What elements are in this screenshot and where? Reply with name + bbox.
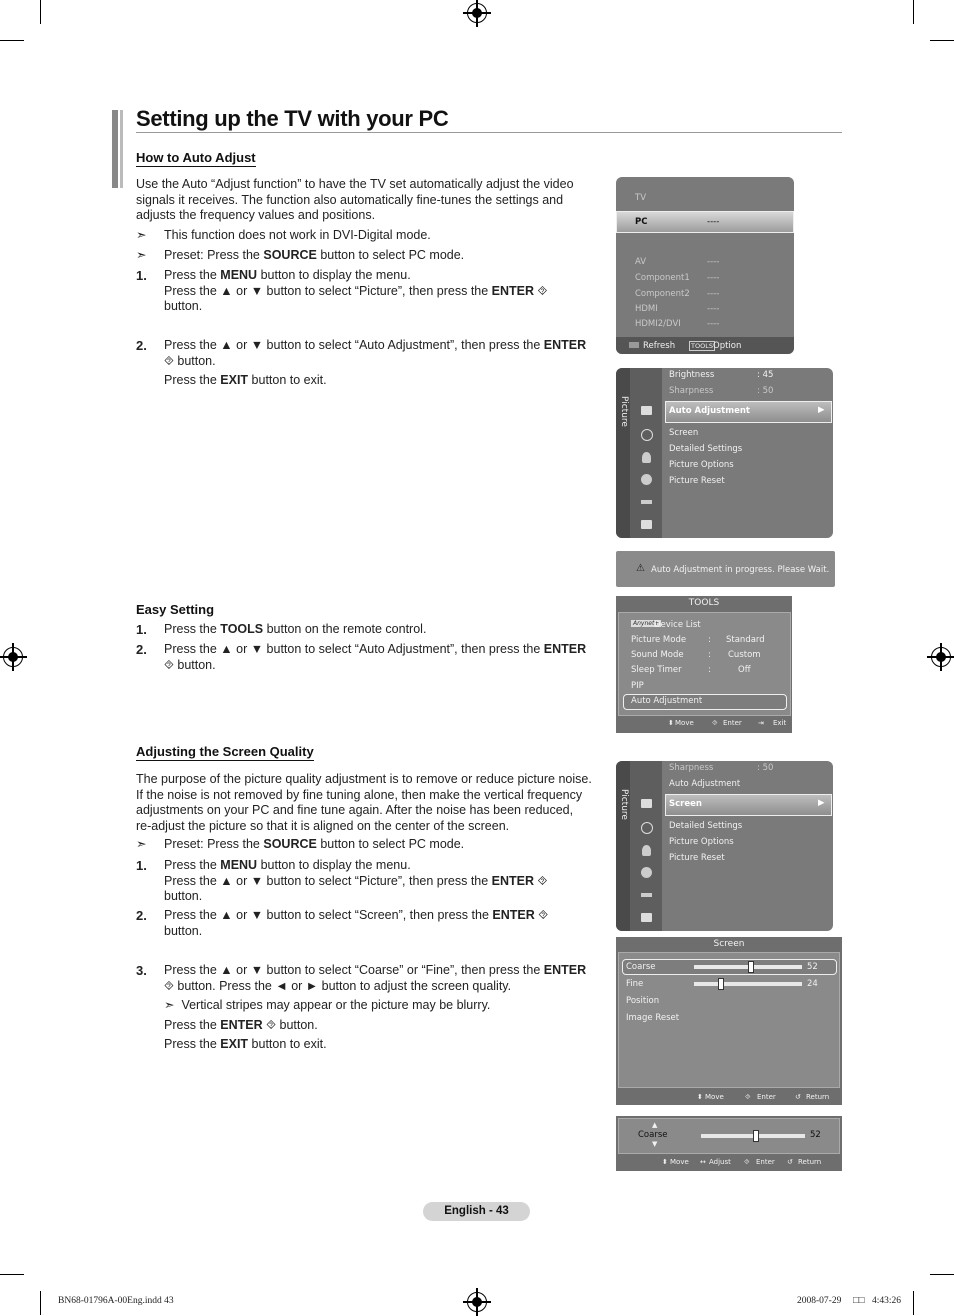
menu-row-value: : 50 <box>757 763 774 773</box>
crop-mark <box>0 1274 24 1275</box>
note-arrow-icon: ➣ <box>136 837 147 851</box>
step-text: Press the MENU button to display the menu. Press the ▲ or ▼ button to select “Picture”, then press the ENTER ⯑ button. <box>164 268 548 313</box>
step-number: 3. <box>136 963 147 978</box>
return-icon: ↺ <box>795 1093 801 1101</box>
tools-row-sep: : <box>708 650 711 660</box>
intro-line: If the noise is not removed by fine tuning alone, then make the vertical frequency <box>136 787 583 802</box>
menu-item[interactable]: Picture Options <box>669 460 734 470</box>
screen-item-coarse[interactable]: Coarse <box>626 962 656 972</box>
step-number: 2. <box>136 642 147 657</box>
menu-side-strip <box>616 368 630 538</box>
registration-mark-icon <box>467 1292 487 1312</box>
source-value: ---- <box>707 217 720 227</box>
screen-item-fine[interactable]: Fine <box>626 979 644 989</box>
move-icon: ⬍ <box>697 1093 703 1101</box>
osd-progress-message <box>616 551 835 587</box>
title-accent-bar <box>112 110 118 188</box>
menu-row-label[interactable]: Auto Adjustment <box>669 779 741 789</box>
osd-picture-menu-screen <box>616 761 833 931</box>
menu-side-strip <box>616 761 630 931</box>
intro-line: adjusts the frequency values and positions. <box>136 208 376 222</box>
note-text: Preset: Press the SOURCE button to select PC mode. <box>164 837 465 851</box>
channel-icon <box>642 452 651 463</box>
source-item[interactable]: HDMI2/DVI <box>635 319 681 329</box>
application-icon <box>641 520 652 529</box>
fine-slider-knob[interactable] <box>718 978 724 990</box>
registration-mark-icon <box>931 647 951 667</box>
screen-step-1 <box>136 858 608 908</box>
source-value: ---- <box>707 257 720 267</box>
tools-row-value: Off <box>738 665 751 675</box>
menu-row-label[interactable]: Brightness <box>669 370 715 380</box>
application-icon <box>641 913 652 922</box>
tools-row-value: Custom <box>728 650 761 660</box>
enter-icon: ⯑ <box>712 719 718 727</box>
sound-icon <box>641 822 653 834</box>
footer-return: Return <box>798 1158 822 1166</box>
step-number: 1. <box>136 622 147 637</box>
footer-enter: Enter <box>756 1158 775 1166</box>
tools-item-auto-adjustment[interactable]: Auto Adjustment <box>631 696 703 706</box>
osd-picture-menu <box>616 368 833 538</box>
enter-icon: ⯑ <box>266 1017 277 1032</box>
note-source <box>136 248 608 264</box>
menu-row-label[interactable]: Sharpness <box>669 386 714 396</box>
auto-adjust-intro <box>136 177 608 224</box>
osd-coarse-adjust <box>616 1116 842 1171</box>
enter-icon: ⯑ <box>164 353 174 368</box>
osd-tools-menu <box>616 596 792 733</box>
tools-row-label[interactable]: Sound Mode <box>631 650 684 660</box>
footer-file: BN68-01796A-00Eng.indd 43 <box>58 1296 174 1306</box>
red-button-icon <box>629 342 639 348</box>
channel-icon <box>642 845 651 856</box>
picture-icon <box>641 406 652 415</box>
enter-icon: ⯑ <box>538 908 549 922</box>
intro-line: re-adjust the picture so that it is aligned on the center of the screen. <box>136 818 510 833</box>
tools-row-value: Standard <box>726 635 765 645</box>
auto-adjust-heading: How to Auto Adjust <box>136 150 256 165</box>
footer-return: Return <box>806 1093 830 1101</box>
auto-step-2 <box>136 338 608 393</box>
crop-mark <box>930 40 954 41</box>
tools-button-icon: TOOLS <box>691 342 713 350</box>
footer-date: 2008-07-29 <box>797 1296 842 1306</box>
enter-icon: ⯑ <box>164 978 174 993</box>
screen-title: Screen <box>713 939 745 949</box>
note-arrow-icon: ➣ <box>136 228 147 242</box>
screen-item-image-reset[interactable]: Image Reset <box>626 1013 680 1023</box>
crop-mark <box>40 0 41 24</box>
tools-row-label[interactable]: Picture Mode <box>631 635 687 645</box>
coarse-value: 52 <box>807 962 818 972</box>
intro-line: signals it receives. The function also automatically fine-tunes the settings and <box>136 192 564 207</box>
return-icon: ↺ <box>787 1158 793 1166</box>
input-icon <box>641 500 652 504</box>
progress-text: Auto Adjustment in progress. Please Wait. <box>651 565 830 575</box>
note-arrow-icon: ➣ <box>136 248 147 262</box>
footer-move: Move <box>705 1093 724 1101</box>
menu-item[interactable]: Picture Reset <box>669 853 725 863</box>
submenu-arrow-icon: ▶ <box>818 405 825 415</box>
source-value: ---- <box>707 319 720 329</box>
footer-move: Move <box>670 1158 689 1166</box>
source-item[interactable]: AV <box>635 257 647 267</box>
footer-marks: □□ <box>853 1296 865 1306</box>
screen-item-position[interactable]: Position <box>626 996 660 1006</box>
submenu-arrow-icon: ▶ <box>818 798 825 808</box>
footer-option[interactable]: Option <box>713 341 742 351</box>
exit-icon: ⇥ <box>758 719 764 727</box>
menu-item[interactable]: Picture Options <box>669 837 734 847</box>
footer-move: Move <box>675 719 694 727</box>
crop-mark <box>0 40 24 41</box>
footer-enter: Enter <box>723 719 742 727</box>
enter-icon: ⯑ <box>537 283 548 298</box>
tools-row-label[interactable]: Sleep Timer <box>631 665 682 675</box>
intro-line: adjustments on your PC and fine tune again. After the noise has been reduced, <box>136 803 574 817</box>
picture-icon <box>641 799 652 808</box>
osd-screen-menu <box>616 937 842 1105</box>
easy-setting-heading: Easy Setting <box>136 602 215 617</box>
page-title: Setting up the TV with your PC <box>136 106 449 131</box>
step-number: 2. <box>136 908 147 923</box>
fine-value: 24 <box>807 979 818 989</box>
setup-gear-icon <box>641 867 652 878</box>
screen-step-3 <box>136 963 608 1059</box>
enter-icon: ⯑ <box>537 873 548 888</box>
step-text: Press the ▲ or ▼ button to select “Auto Adjustment”, then press the ENTER ⯑ button. <box>164 642 587 672</box>
sound-icon <box>641 429 653 441</box>
tools-row-sep: : <box>708 635 711 645</box>
note-text: This function does not work in DVI-Digital mode. <box>164 228 431 242</box>
up-arrow-icon: ▲ <box>652 1121 658 1129</box>
menu-row-value: : 45 <box>757 370 774 380</box>
screen-quality-heading: Adjusting the Screen Quality <box>136 744 314 759</box>
move-icon: ⬍ <box>668 719 674 727</box>
menu-item[interactable]: Picture Reset <box>669 476 725 486</box>
note-text: Preset: Press the SOURCE button to select PC mode. <box>164 248 465 262</box>
enter-icon: ⯑ <box>745 1093 751 1101</box>
coarse-slider-knob[interactable] <box>748 961 754 973</box>
adjust-icon: ↔ <box>700 1158 706 1166</box>
down-arrow-icon: ▼ <box>652 1140 658 1148</box>
crop-mark <box>40 1291 41 1315</box>
tools-item-pip[interactable]: PIP <box>631 681 644 691</box>
enter-icon: ⯑ <box>744 1158 750 1166</box>
intro-line: The purpose of the picture quality adjustment is to remove or reduce picture noise. <box>136 772 592 786</box>
page-number-badge: English - 43 <box>423 1202 530 1221</box>
step-text: Press the ▲ or ▼ button to select “Screen”, then press the ENTER ⯑ button. <box>164 908 549 938</box>
title-accent-bar <box>120 110 123 188</box>
menu-item-auto-adjustment[interactable]: Auto Adjustment <box>669 406 750 416</box>
step-number: 2. <box>136 338 147 353</box>
menu-item-screen[interactable]: Screen <box>669 799 702 809</box>
menu-item[interactable]: Screen <box>669 428 699 438</box>
screen-step-2 <box>136 908 608 942</box>
source-item[interactable]: Component2 <box>635 289 690 299</box>
registration-mark-icon <box>467 3 487 23</box>
menu-item[interactable]: Detailed Settings <box>669 821 743 831</box>
source-value: ---- <box>707 273 720 283</box>
enter-icon: ⯑ <box>164 657 174 672</box>
step-text: Press the MENU button to display the menu. Press the ▲ or ▼ button to select “Picture”, then press the ENTER ⯑ button. <box>164 858 548 903</box>
note-dvi <box>136 228 608 244</box>
source-item-tv[interactable]: TV <box>635 193 647 203</box>
footer-time: 4:43:26 <box>872 1296 902 1306</box>
note-source <box>136 837 608 853</box>
input-icon <box>641 893 652 897</box>
menu-item[interactable]: Detailed Settings <box>669 444 743 454</box>
crop-mark <box>913 1291 914 1315</box>
menu-side-label: Picture <box>619 789 629 820</box>
source-value: ---- <box>707 304 720 314</box>
auto-step-1 <box>136 268 608 318</box>
note-arrow-icon: ➣ <box>164 998 175 1012</box>
warning-icon: ⚠ <box>636 563 645 574</box>
step-text: Press the TOOLS button on the remote control. <box>164 622 427 636</box>
fine-slider-track[interactable] <box>694 982 802 986</box>
menu-row-label[interactable]: Sharpness <box>669 763 714 773</box>
coarse-adjust-knob[interactable] <box>753 1130 759 1142</box>
tools-row-sep: : <box>708 665 711 675</box>
footer-exit: Exit <box>773 719 787 727</box>
tools-title: TOOLS <box>688 598 720 608</box>
registration-mark-icon <box>3 647 23 667</box>
anynet-logo: Anynet+ <box>633 620 660 627</box>
easy-step-1 <box>136 622 608 638</box>
footer-enter: Enter <box>757 1093 776 1101</box>
crop-mark <box>930 1274 954 1275</box>
footer-refresh[interactable]: Refresh <box>643 341 676 351</box>
step-number: 1. <box>136 268 147 283</box>
crop-mark <box>913 0 914 24</box>
osd-source-list <box>616 177 794 354</box>
menu-side-label: Picture <box>619 396 629 427</box>
intro-line: Use the Auto “Adjust function” to have the TV set automatically adjust the video <box>136 177 574 191</box>
footer-adjust: Adjust <box>709 1158 731 1166</box>
screen-quality-intro <box>136 772 614 834</box>
tools-device-list[interactable]: Device List <box>654 620 701 630</box>
source-item-pc[interactable]: PC <box>635 217 648 227</box>
setup-gear-icon <box>641 474 652 485</box>
menu-row-value: : 50 <box>757 386 774 396</box>
source-item[interactable]: Component1 <box>635 273 690 283</box>
step-number: 1. <box>136 858 147 873</box>
coarse-label: Coarse <box>638 1130 668 1140</box>
move-icon: ⬍ <box>662 1158 668 1166</box>
step-text: Press the ▲ or ▼ button to select “Coarse” or “Fine”, then press the ENTER ⯑ button. Press the ◄ or ► button to adjust the screen quality. ➣ Vertical stripes may appear or the picture may be blurry. Press the ENTER ⯑ button. Press the EXIT button to exit. <box>164 963 587 1051</box>
step-text: Press the ▲ or ▼ button to select “Auto Adjustment”, then press the ENTER ⯑ button. Press the EXIT button to exit. <box>164 338 587 387</box>
source-value: ---- <box>707 289 720 299</box>
title-divider <box>136 132 842 133</box>
source-item[interactable]: HDMI <box>635 304 658 314</box>
coarse-adjust-value: 52 <box>810 1130 821 1140</box>
easy-step-2 <box>136 642 608 676</box>
